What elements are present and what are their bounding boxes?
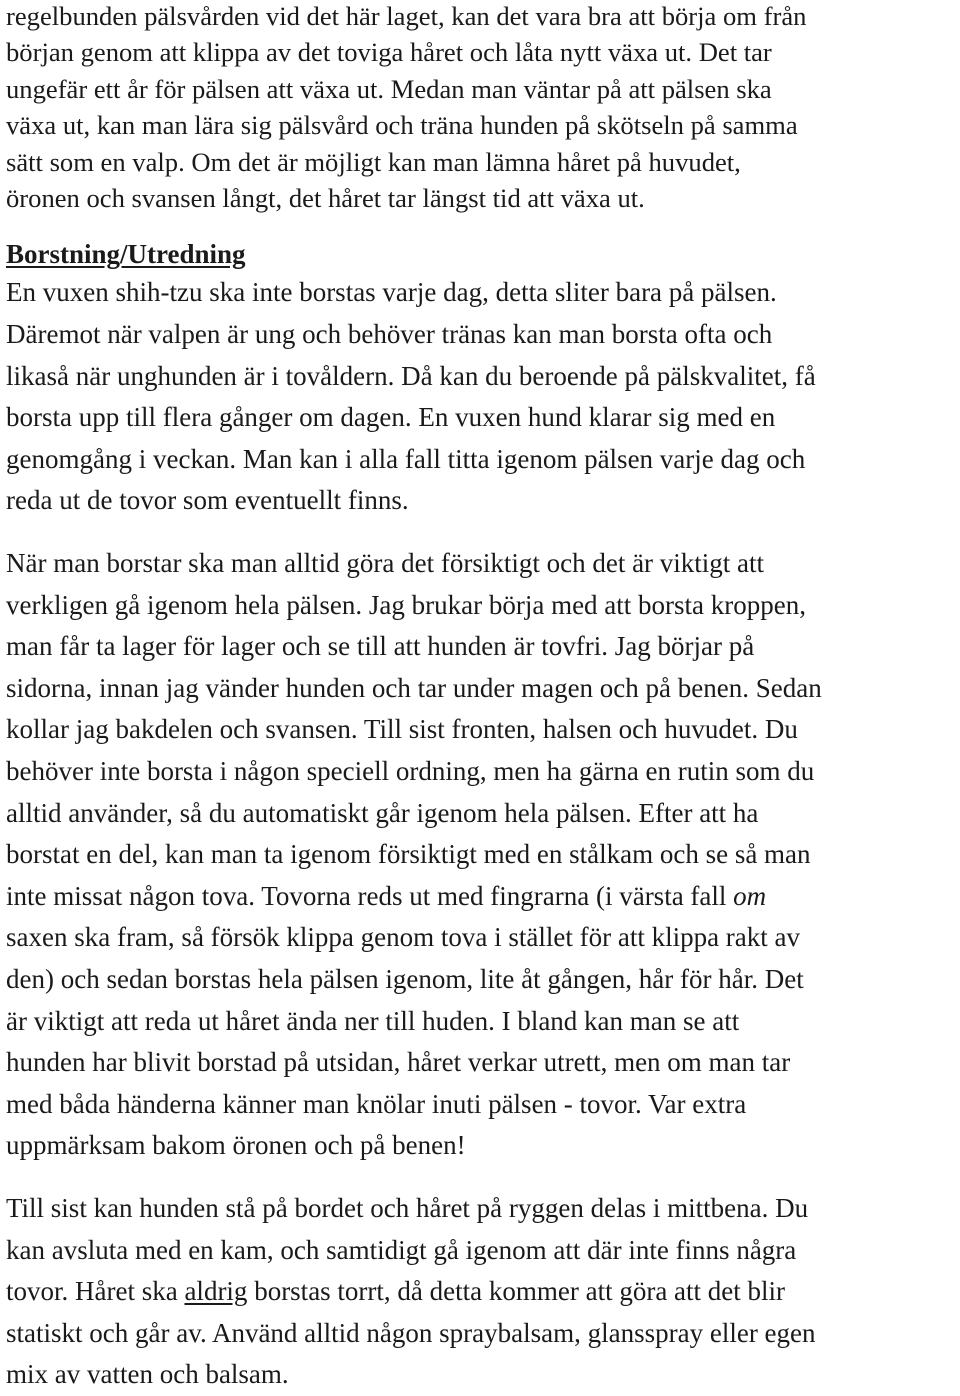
section-heading	[6, 236, 958, 272]
text-line: kan avsluta med en kam, och samtidigt gå igenom att där inte finns några	[6, 1234, 797, 1265]
text-line: regelbunden pälsvården vid det här laget, kan det vara bra att börja om från	[6, 1, 807, 31]
text-line: hunden har blivit borstad på utsidan, håret verkar utrett, men om man tar	[6, 1047, 791, 1078]
paragraph-brushing-frequency	[6, 272, 958, 522]
italic-word: om	[733, 880, 767, 911]
text-line: öronen och svansen långt, det håret tar längst tid att växa ut.	[6, 183, 645, 214]
text-line: En vuxen shih-tzu ska inte borstas varje dag, detta sliter bara på pälsen.	[6, 277, 777, 308]
intro-paragraph	[6, 0, 958, 216]
text-line: med båda händerna känner man knölar inuti pälsen - tovor. Var extra	[6, 1088, 747, 1119]
text-line: är viktigt att reda ut håret ända ner till huden. I bland kan man se att	[6, 1005, 740, 1036]
text-line: verkligen gå igenom hela pälsen. Jag brukar börja med att borsta kroppen,	[6, 589, 806, 620]
text-line: genomgång i veckan. Man kan i alla fall titta igenom pälsen varje dag och	[6, 443, 806, 474]
text-line: den) och sedan borstas hela pälsen igenom, lite åt gången, hår för hår. Det	[6, 963, 804, 994]
text-line: sidorna, innan jag vänder hunden och tar under magen och på benen. Sedan	[6, 672, 822, 703]
text-line: likaså när unghunden är i tovåldern. Då kan du beroende på pälskvalitet, få	[6, 360, 816, 391]
text-line: Till sist kan hunden stå på bordet och håret på ryggen delas i mittbena. Du	[6, 1192, 809, 1223]
document-page	[6, 0, 958, 1396]
text-line: borstat en del, kan man ta igenom försiktigt med en stålkam och se så man	[6, 839, 811, 870]
paragraph-finishing	[6, 1188, 958, 1396]
text-line: Däremot när valpen är ung och behöver tränas kan man borsta ofta och	[6, 319, 773, 350]
underlined-word: aldrig	[184, 1276, 248, 1307]
text-line: uppmärksam bakom öronen och på benen!	[6, 1130, 466, 1161]
text-line: växa ut, kan man lära sig pälsvård och träna hunden på skötseln på samma	[6, 110, 798, 141]
text-line: mix av vatten och balsam.	[6, 1359, 289, 1390]
text-line	[6, 1271, 958, 1313]
text-line	[6, 876, 958, 918]
text-segment: tovor. Håret ska	[6, 1276, 185, 1307]
text-line: kollar jag bakdelen och svansen. Till sist fronten, halsen och huvudet. Du	[6, 714, 798, 745]
text-line: reda ut de tovor som eventuellt finns.	[6, 485, 409, 516]
text-line: sätt som en valp. Om det är möjligt kan man lämna håret på huvudet,	[6, 146, 741, 177]
text-segment: inte missat någon tova. Tovorna reds ut med fingrarna (i värsta fall	[6, 880, 734, 911]
paragraph-brushing-technique	[6, 543, 958, 1167]
text-segment: borstas torrt, då detta kommer att göra att det blir	[247, 1276, 786, 1307]
text-line: ungefär ett år för pälsen att växa ut. Medan man väntar på att pälsen ska	[6, 73, 772, 104]
text-line: behöver inte borsta i någon speciell ordning, men ha gärna en rutin som du	[6, 755, 815, 786]
text-line: saxen ska fram, så försök klippa genom tova i stället för att klippa rakt av	[6, 922, 801, 953]
text-line: borsta upp till flera gånger om dagen. En vuxen hund klarar sig med en	[6, 402, 776, 433]
section-heading-text: Borstning/Utredning	[6, 239, 246, 270]
text-line: När man borstar ska man alltid göra det försiktigt och det är viktigt att	[6, 548, 765, 578]
text-line: alltid använder, så du automatiskt går igenom hela pälsen. Efter att ha	[6, 797, 759, 828]
text-line: början genom att klippa av det toviga håret och låta nytt växa ut. Det tar	[6, 37, 772, 68]
text-line: man får ta lager för lager och se till att hunden är tovfri. Jag börjar på	[6, 631, 755, 662]
text-line: statiskt och går av. Använd alltid någon spraybalsam, glansspray eller egen	[6, 1317, 816, 1348]
